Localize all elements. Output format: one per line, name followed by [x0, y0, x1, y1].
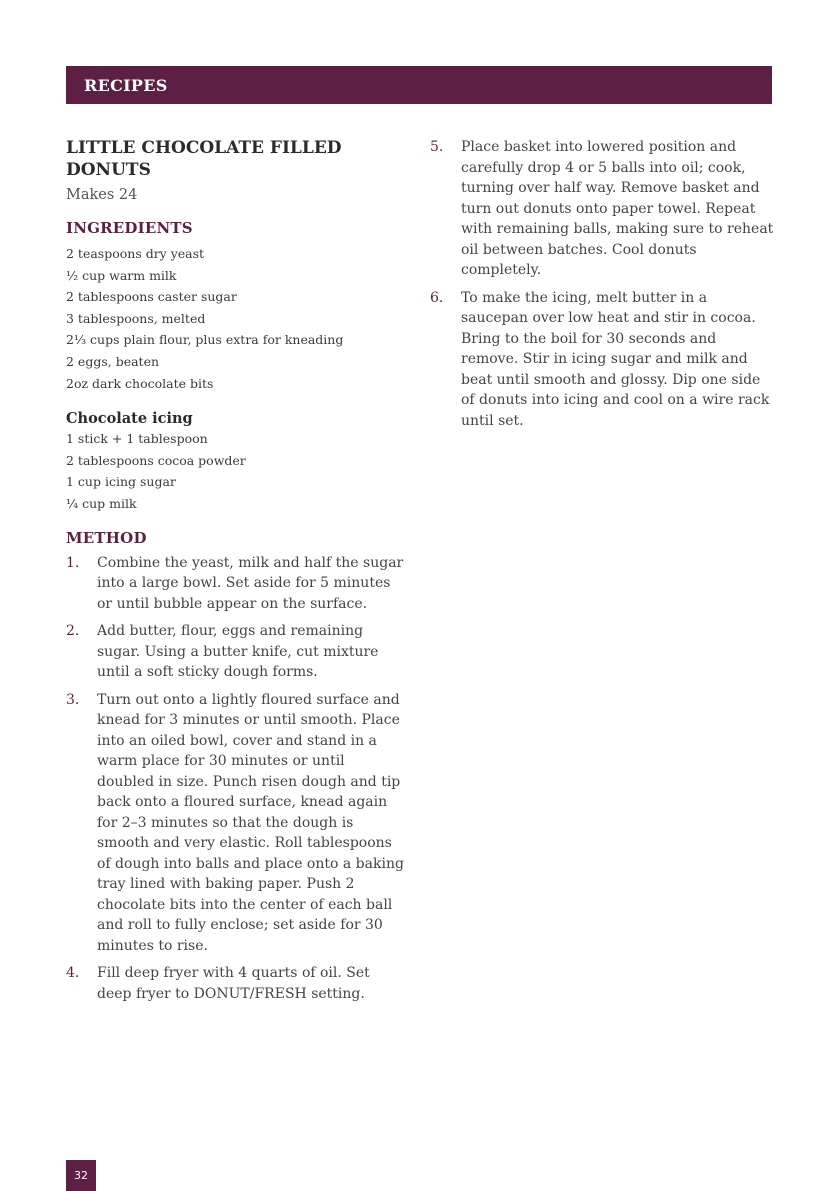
- ingredient-item: 2 teaspoons dry yeast: [66, 246, 205, 261]
- icing-heading: Chocolate icing: [66, 410, 193, 428]
- ingredients-heading: INGREDIENTS: [66, 219, 193, 237]
- recipe-yield: Makes 24: [66, 187, 138, 203]
- right-column: [430, 137, 775, 438]
- ingredient-item: 3 tablespoons, melted: [66, 310, 206, 326]
- step-text: Add butter, flour, eggs and remaining sugar. Using a butter knife, cut mixture until a soft sticky dough forms.: [97, 623, 379, 681]
- section-header-bar: [66, 66, 772, 104]
- step-number: 5.: [430, 139, 444, 155]
- method-steps-left: [66, 553, 406, 1005]
- step-text: Fill deep fryer with 4 quarts of oil. Set deep fryer to DONUT/FRESH setting.: [97, 965, 370, 1002]
- icing-ingredient-item: 1 cup icing sugar: [66, 474, 176, 490]
- step-number: 6.: [430, 289, 444, 306]
- step-text: Combine the yeast, milk and half the sugar into a large bowl. Set aside for 5 minutes or until bubble appear on the surface.: [97, 554, 404, 612]
- method-step: [66, 621, 406, 683]
- method-step: [430, 137, 775, 281]
- method-heading: METHOD: [66, 528, 147, 547]
- icing-ingredients-list: [66, 428, 406, 514]
- recipe-title: LITTLE CHOCOLATE FILLED DONUTS: [66, 138, 342, 180]
- method-step: [430, 288, 775, 432]
- icing-ingredient-item: ¼ cup milk: [66, 495, 137, 511]
- icing-ingredient-item: 2 tablespoons cocoa powder: [66, 452, 246, 468]
- step-number: 2.: [66, 623, 80, 640]
- method-step: [66, 690, 406, 957]
- step-text: Turn out onto a lightly floured surface and knead for 3 minutes or until smooth. Place into an oiled bowl, cover and stand in a warm place for 30 minutes or until doubled in size. Punch risen dough and tip back onto a floured surface, knead again for 2–3 minutes so that the dough is smooth and very elastic. Roll tablespoons of dough into balls and place onto a baking tray lined with baking paper. Push 2 chocolate bits into the center of each ball and roll to fully enclose; set aside for 30 minutes to rise.: [97, 691, 404, 954]
- step-number: 3.: [66, 691, 80, 708]
- step-number: 1.: [66, 554, 80, 571]
- ingredient-item: ½ cup warm milk: [66, 267, 177, 283]
- ingredient-item: 2oz dark chocolate bits: [66, 375, 214, 391]
- step-number: 4.: [66, 965, 80, 982]
- method-steps-right: [430, 137, 775, 431]
- left-column: [66, 137, 406, 1011]
- method-step: [66, 963, 406, 1004]
- section-title: RECIPES: [84, 76, 168, 95]
- ingredient-item: 2 eggs, beaten: [66, 353, 160, 369]
- ingredients-list: [66, 243, 406, 394]
- step-text: To make the icing, melt butter in a saucepan over low heat and stir in cocoa. Bring to the boil for 30 seconds and remove. Stir in icing sugar and milk and beat until smooth and glossy. Dip one side of donuts into icing and cool on a wire rack until set.: [461, 289, 770, 429]
- ingredient-item: 2 tablespoons caster sugar: [66, 289, 237, 305]
- method-step: [66, 553, 406, 615]
- page-number: 32: [66, 1160, 96, 1191]
- ingredient-item: 2⅓ cups plain flour, plus extra for kneading: [66, 332, 344, 348]
- step-text: Place basket into lowered position and carefully drop 4 or 5 balls into oil; cook, turning over half way. Remove basket and turn out donuts onto paper towel. Repeat with remaining balls, making sure to reheat oil between batches. Cool donuts completely.: [461, 139, 774, 278]
- icing-ingredient-item: 1 stick + 1 tablespoon: [66, 431, 208, 447]
